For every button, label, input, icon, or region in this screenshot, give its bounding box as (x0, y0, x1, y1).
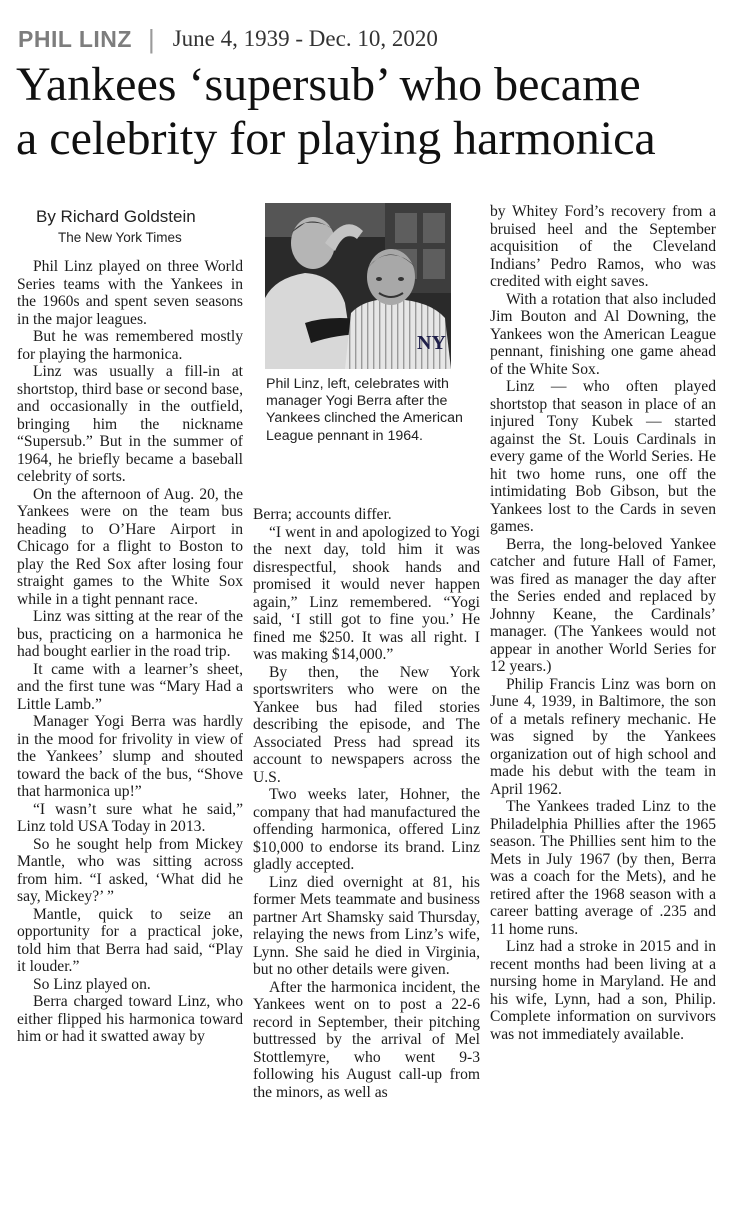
article-column-2 (253, 506, 480, 1101)
paragraph: On the afternoon of Aug. 20, the Yankees were on the team bus heading to O’Hare Airport in Chicago for a flight to Boston to play the Red Sox after losing four straight games to the White Sox while in a tight pennant race. (17, 485, 243, 608)
paragraph: “I wasn’t sure what he said,” Linz told USA Today in 2013. (17, 800, 243, 835)
photo (265, 203, 451, 369)
subject-name: PHIL LINZ (18, 25, 132, 52)
kicker (18, 22, 438, 56)
paragraph: Linz — who often played shortstop that season in place of an injured Tony Kubek — started against the St. Louis Cardinals in every game of the World Series. He hit two home runs, one off the intimidating Bob Gibson, but the Yankees lost to the Cards in seven games. (490, 378, 716, 535)
byline-author: By Richard Goldstein (36, 207, 196, 226)
paragraph: Mantle, quick to seize an opportunity for a practical joke, told him that Berra had said, “Play it louder.” (17, 905, 243, 975)
headline-line-1: Yankees ‘supersub’ who became (16, 58, 641, 111)
kicker-divider: | (147, 23, 155, 54)
byline-organization: The New York Times (58, 230, 182, 245)
paragraph: Linz was usually a fill-in at shortstop, third base or second base, and occasionally in the outfield, bringing him the nickname “Supersub.” But in the summer of 1964, he briefly became a baseball celebrity of sorts. (17, 363, 243, 485)
paragraph-continuation: by Whitey Ford’s recovery from a bruised heel and the September acquisition of the Cleveland Indians’ Pedro Ramos, who was credited with eight saves. (490, 203, 716, 290)
headline (16, 58, 740, 166)
paragraph: So he sought help from Mickey Mantle, who was sitting across from him. “I asked, ‘What did he say, Mickey?’ ” (17, 835, 243, 905)
paragraph-continuation: Berra; accounts differ. (253, 506, 392, 523)
life-dates: June 4, 1939 - Dec. 10, 2020 (172, 26, 438, 51)
headline-line-2: a celebrity for playing harmonica (16, 112, 656, 165)
photo-illustration (265, 203, 451, 369)
paragraph: Linz had a stroke in 2015 and in recent months had been living at a nursing home in Maryland. He and his wife, Lynn, had a son, Philip. Complete information on survivors was not immediately available. (490, 938, 716, 1043)
paragraph: Manager Yogi Berra was hardly in the mood for frivolity in view of the Yankees’ slump and shouted toward the back of the bus, “Shove that harmonica up!” (17, 713, 243, 800)
yankees-logo: NY (417, 332, 446, 354)
paragraph: “I went in and apologized to Yogi the next day, told him it was disrespectful, shook hands and promised it would never happen again,” Linz remembered. “Yogi said, ‘I still got to fine you.’ He fined me $250. It was all right. I was making $14,000.” (253, 523, 480, 663)
article-column-3 (490, 203, 716, 1043)
paragraph: It came with a learner’s sheet, and the first tune was “Mary Had a Little Lamb.” (17, 660, 243, 713)
paragraph: Phil Linz played on three World Series teams with the Yankees in the 1960s and spent seven seasons in the major leagues. (17, 258, 243, 328)
paragraph: Two weeks later, Hohner, the company that had manufactured the offending harmonica, offered Linz $10,000 to endorse its brand. Linz gladly accepted. (253, 786, 480, 873)
paragraph: So Linz played on. (33, 975, 151, 993)
photo-caption: Phil Linz, left, celebrates with manager Yogi Berra after the Yankees clinched the American League pennant in 1964. (266, 376, 463, 444)
paragraph: After the harmonica incident, the Yankees went on to post a 22-6 record in September, their pitching buttressed by the arrival of Mel Stottlemyre, who went 9-3 following his August call-up from the minors, as well as (253, 978, 480, 1101)
article-column-1 (17, 258, 243, 1046)
paragraph: Linz was sitting at the rear of the bus, practicing on a harmonica he had bought earlier in the road trip. (17, 608, 243, 660)
paragraph: By then, the New York sportswriters who were on the Yankee bus had filed stories describing the episode, and The Associated Press had spread its account to newspapers across the U.S. (253, 663, 480, 786)
paragraph: Berra charged toward Linz, who either flipped his harmonica toward him or had it swatted away by (17, 993, 243, 1045)
paragraph: The Yankees traded Linz to the Philadelphia Phillies after the 1965 season. The Phillies sent him to the Mets in July 1967 (by then, Berra was a coach for the Mets), and he retired after the 1968 season with a career batting average of .235 and 11 home runs. (490, 798, 716, 938)
paragraph: Philip Francis Linz was born on June 4, 1939, in Baltimore, the son of a metals refinery mechanic. He was signed by the Yankees organization out of high school and made his debut with the team in April 1962. (490, 675, 716, 798)
paragraph: Berra, the long-beloved Yankee catcher and future Hall of Famer, was fired as manager the day after the Series ended and replaced by Johnny Keane, the Cardinals’ manager. (The Yankees would not appear in another World Series for 12 years.) (490, 535, 716, 675)
paragraph: But he was remembered mostly for playing the harmonica. (17, 328, 243, 363)
paragraph: Linz died overnight at 81, his former Mets teammate and business partner Art Shamsky said Thursday, relaying the news from Linz’s wife, Lynn. She said he died in Virginia, but no other details were given. (253, 873, 480, 978)
paragraph: With a rotation that also included Jim Bouton and Al Downing, the Yankees won the American League pennant, finishing one game ahead of the White Sox. (490, 290, 716, 378)
